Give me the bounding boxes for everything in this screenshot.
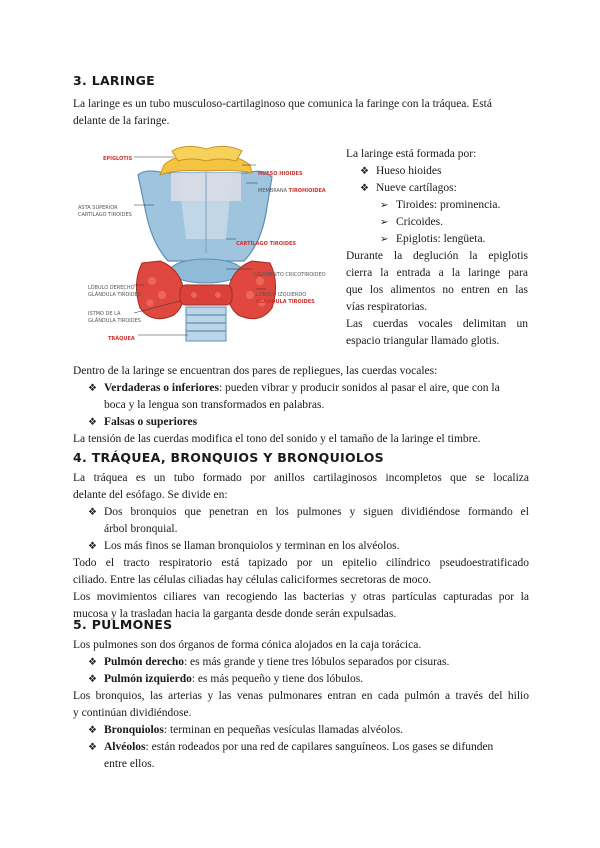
label-cartilago-tiroides: CARTÍLAGO TIROIDES: [236, 241, 296, 247]
deglucion-line-3: que los alimentos no entren en las: [346, 284, 528, 296]
arrow-icon: ➢: [380, 234, 389, 245]
epitelio-line-2: ciliado. Entre las células ciliadas hay células caliciformes secretoras de moco.: [73, 574, 432, 586]
label-lobulo-derecho-2: GLÁNDULA TIROIDES: [88, 292, 141, 298]
bullet-icon: ❖: [88, 674, 97, 685]
section-title-laringe: 3. LARINGE: [73, 73, 155, 88]
bullet-icon: ❖: [360, 166, 369, 177]
pulmones-p1: Los pulmones son dos órganos de forma cónica alojados en la caja torácica.: [73, 639, 422, 651]
label-epiglotis: EPIGLOTIS: [103, 156, 133, 162]
label-istmo-2: GLÁNDULA TIROIDES: [88, 318, 141, 324]
alveolos-line-2: entre ellos.: [104, 758, 155, 770]
bullet-icon: ❖: [88, 541, 97, 552]
label-asta-cartilago: CARTÍLAGO TIROIDES: [78, 212, 132, 218]
hilio-line-2: y continúan dividiéndose.: [73, 707, 192, 719]
bronquios-line-1: Dos bronquios que penetran en los pulmones y siguen dividiéndose formando el: [104, 506, 529, 518]
dentro-laringe-text: Dentro de la laringe se encuentran dos pares de repliegues, las cuerdas vocales:: [73, 365, 438, 377]
bullet-icon: ❖: [88, 507, 97, 518]
bullet-icon: ❖: [360, 183, 369, 194]
hilio-line-1: Los bronquios, las arterias y las venas pulmonares entran en cada pulmón a través del hilio: [73, 690, 529, 702]
traquea-p1-line-2: delante del esófago. Se divide en:: [73, 489, 228, 501]
label-lobulo-izquierdo-2: GLÁNDULA TIROIDES: [256, 299, 315, 305]
label-membrana: MEMBRANA TIROHIOIDEA: [258, 188, 326, 194]
verdaderas-line-1: Verdaderas o inferiores: pueden vibrar y producir sonidos al pasar el aire, que con la: [104, 382, 500, 394]
label-traquea: TRÁQUEA: [108, 336, 135, 342]
alveolos-line-1: Alvéolos: están rodeados por una red de capilares sanguíneos. Los gases se difunden: [104, 741, 494, 753]
traquea-p1-line-1: La tráquea es un tubo formado por anillos cartilaginosos incompletos que se localiza: [73, 472, 529, 484]
bullet-icon: ❖: [88, 725, 97, 736]
bronquios-line-2: árbol bronquial.: [104, 523, 178, 535]
ciliares-line-2: mucosa y la trasladan hacia la garganta desde donde serán expulsadas.: [73, 608, 397, 620]
label-lobulo-derecho-1: LÓBULO DERECHO: [88, 285, 135, 291]
label-ligamento: LIGAMENTO CRICOTIROIDEO: [254, 272, 326, 278]
bullet-icon: ❖: [88, 742, 97, 753]
formed-by-text: La laringe está formada por:: [346, 148, 477, 160]
section-title-pulmones: 5. PULMONES: [73, 617, 173, 632]
laringe-intro-line-2: delante de la faringe.: [73, 115, 170, 127]
section-title-traquea: 4. TRÁQUEA, BRONQUIOS Y BRONQUIOLOS: [73, 450, 384, 465]
bullet-icon: ❖: [88, 417, 97, 428]
bronquiolos-pulmon-item: Bronquiolos: terminan en pequeñas vesículas llamadas alvéolos.: [104, 724, 404, 736]
label-lobulo-izquierdo-1: LÓBULO IZQUIERDO: [256, 292, 307, 298]
label-hueso-hioides: HUESO HIOIDES: [258, 171, 303, 177]
cuerdas-line-2: espacio triangular llamado glotis.: [346, 335, 500, 347]
deglucion-line-1: Durante la deglución la epiglotis: [346, 250, 528, 262]
subitem-cricoides: Cricoides.: [396, 216, 443, 228]
tension-text: La tensión de las cuerdas modifica el tono del sonido y el tamaño de la laringe el timbre.: [73, 433, 481, 445]
laringe-intro-line-1: La laringe es un tubo musculoso-cartilaginoso que comunica la faringe con la tráquea. Está: [73, 98, 492, 110]
item-nueve-cartilagos: Nueve cartílagos:: [376, 182, 457, 194]
arrow-icon: ➢: [380, 200, 389, 211]
bronquiolos-item: Los más finos se llaman bronquiolos y terminan en los alvéolos.: [104, 540, 400, 552]
verdaderas-line-2: boca y la lengua son transformados en palabras.: [104, 399, 325, 411]
label-asta-superior: ASTA SUPERIOR: [78, 205, 118, 211]
deglucion-line-2: cierra la entrada a la laringe para: [346, 267, 528, 279]
deglucion-line-4: vías respiratorias.: [346, 301, 428, 313]
item-hueso-hioides: Hueso hioides: [376, 165, 442, 177]
subitem-epiglotis: Epiglotis: lengüeta.: [396, 233, 486, 245]
ciliares-line-1: Los movimientos ciliares van recogiendo las bacterias y otras partículas capturadas por la: [73, 591, 529, 603]
pulmon-izquierdo-item: Pulmón izquierdo: es más pequeño y tiene dos lóbulos.: [104, 673, 364, 685]
epitelio-line-1: Todo el tracto respiratorio está tapizado por un epitelio cilíndrico pseudoestratificado: [73, 557, 529, 569]
subitem-tiroides: Tiroides: prominencia.: [396, 199, 501, 211]
falsas-item: Falsas o superiores: [104, 416, 198, 428]
label-istmo-1: ISTMO DE LA: [88, 311, 121, 317]
cuerdas-line-1: Las cuerdas vocales delimitan un: [346, 318, 528, 330]
bullet-icon: ❖: [88, 383, 97, 394]
bullet-icon: ❖: [88, 657, 97, 668]
pulmon-derecho-item: Pulmón derecho: es más grande y tiene tres lóbulos separados por cisuras.: [104, 656, 450, 668]
arrow-icon: ➢: [380, 217, 389, 228]
